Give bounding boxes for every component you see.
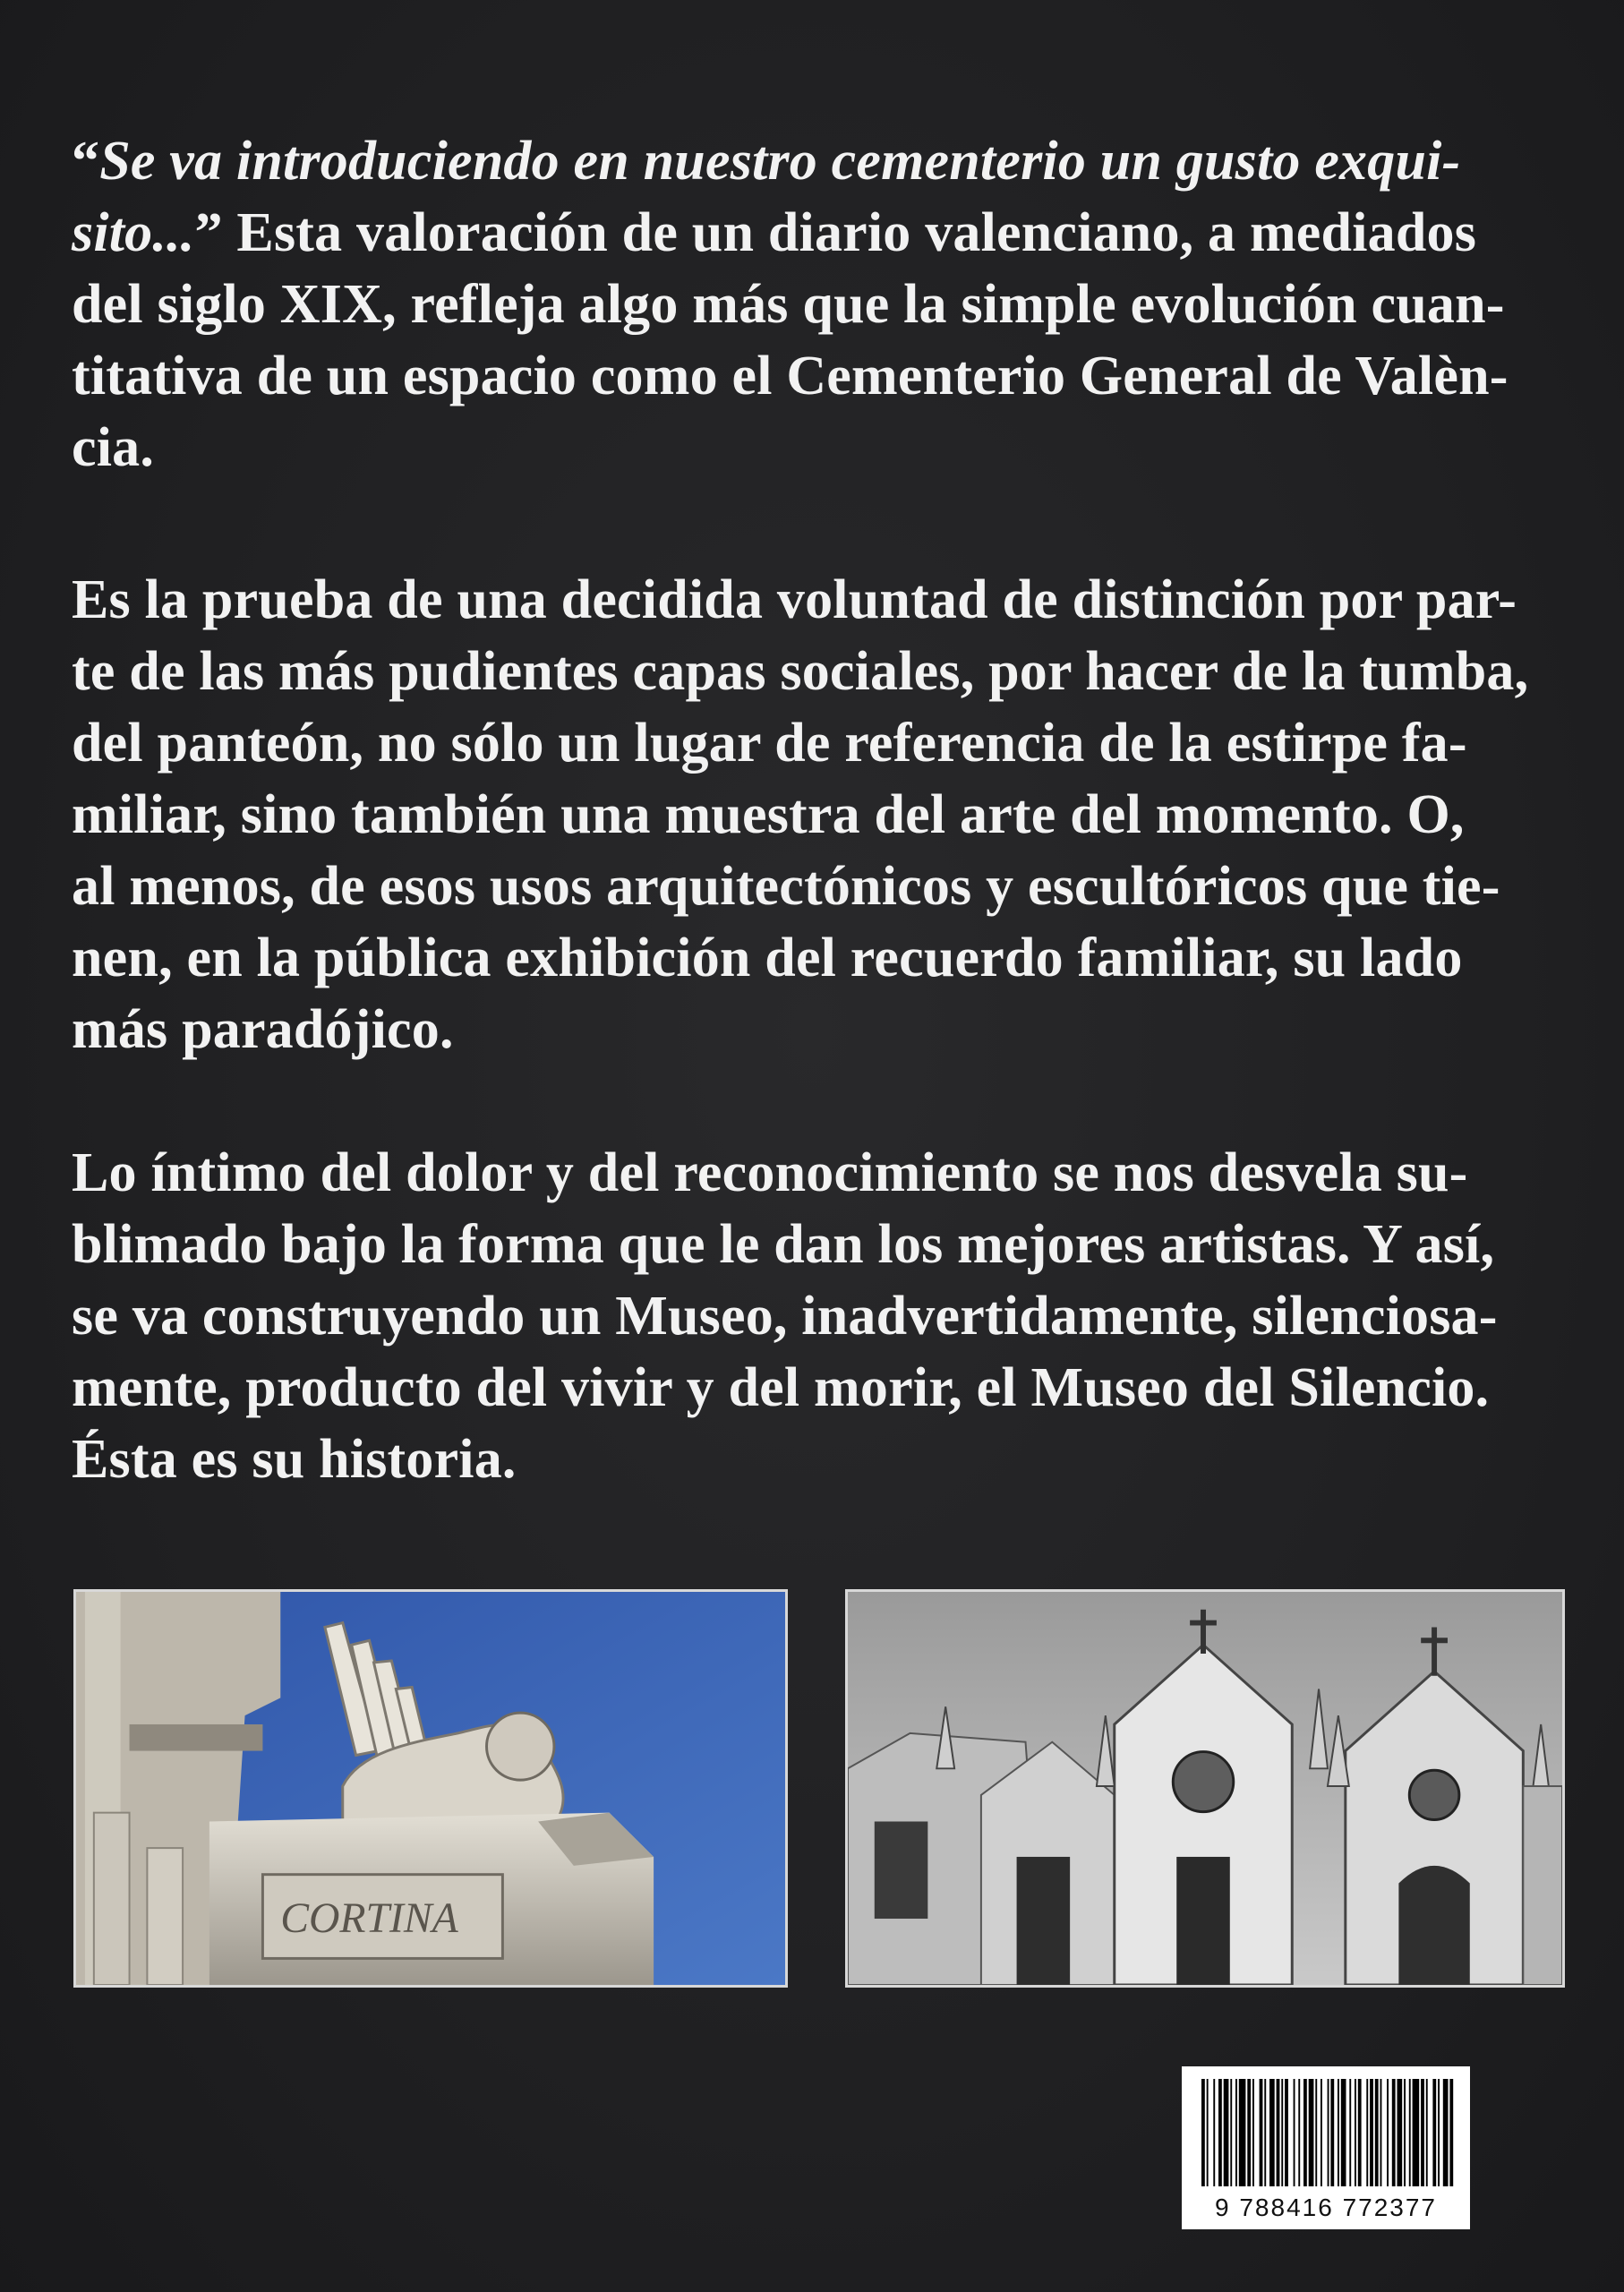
barcode-bar [1235,2079,1237,2186]
paragraph-1-line-4: titativa de un espacio como el Cementerio General de Valèn- [72,346,1509,406]
paragraph-1 [72,125,1565,483]
barcode-bar [1247,2079,1251,2186]
barcode-bar [1321,2079,1322,2186]
far-right-wall [1523,1786,1562,1985]
barcode-bar [1432,2079,1436,2186]
right-door [1398,1866,1469,1985]
barcode-bar [1207,2079,1209,2186]
barcode-bar [1338,2079,1339,2186]
paragraph-3-line-1: Lo íntimo del dolor y del reconocimiento se nos desvela su- [72,1142,1468,1203]
barcode-bar [1269,2079,1275,2186]
doorway-middle [1017,1857,1071,1985]
barcode-bar [1230,2079,1232,2186]
barcode-bar [1449,2079,1453,2186]
tomb-sculpture-photo [73,1589,788,1988]
paragraph-2-line-5: al menos, de esos usos arquitectónicos y escultóricos que tie- [72,856,1500,917]
italic-quote-line-1: Se va introduciendo en nuestro cementerio un gusto exqui- [99,131,1461,192]
barcode-bar [1380,2079,1382,2186]
central-door [1176,1857,1230,1985]
paragraph-3-line-5: Ésta es su historia. [72,1429,517,1490]
barcode-bar [1358,2079,1362,2186]
gothic-pantheons-photo [845,1589,1565,1988]
paragraph-2-line-1: Es la prueba de una decidida voluntad de distinción por par- [72,569,1517,630]
barcode-bar [1201,2079,1205,2186]
barcode-bar [1443,2079,1449,2186]
paragraph-3 [72,1137,1565,1495]
barcode-bar [1438,2079,1440,2186]
barcode-bar [1413,2079,1420,2186]
barcode-bar [1341,2079,1346,2186]
barcode-bar [1387,2079,1389,2186]
barcode-bar [1281,2079,1283,2186]
barcode-bars [1198,2079,1454,2186]
right-rose-window [1409,1770,1459,1819]
engraved-name: CORTINA [280,1894,458,1942]
barcode-bar [1264,2079,1266,2186]
barcode-bar [1218,2079,1222,2186]
paragraph-2-line-3: del panteón, no sólo un lugar de referencia de la estirpe fa- [72,713,1467,774]
cornice [130,1724,263,1751]
paragraph-1-line-3: del siglo XIX, refleja algo más que la simple evolución cuan- [72,274,1505,335]
barcode-bar [1392,2079,1396,2186]
paragraph-1-line-2-rest: ” Esta valoración de un diario valenciano, a mediados [194,202,1477,263]
paragraph-3-line-2: blimado bajo la forma que le dan los mejores artistas. Y así, [72,1214,1495,1275]
barcode-bar [1328,2079,1329,2186]
griffin-head [487,1713,554,1780]
paragraph-3-line-4: mente, producto del vivir y del morir, el Museo del Silencio. [72,1357,1490,1418]
barcode-bar [1213,2079,1215,2186]
opening-quote-mark: “ [72,131,100,192]
pantheons-illustration [848,1592,1562,1985]
paragraph-2 [72,564,1565,1065]
paragraph-2-line-2: te de las más pudientes capas sociales, por hacer de la tumba, [72,641,1529,702]
barcode-bar [1370,2079,1373,2186]
barcode-bar [1355,2079,1356,2186]
barcode-bar [1252,2079,1254,2186]
barcode-bar [1409,2079,1411,2186]
barcode-bar [1224,2079,1229,2186]
barcode-bar [1294,2079,1295,2186]
barcode-bar [1309,2079,1314,2186]
small-column-2 [94,1813,130,1985]
barcode-bar [1285,2079,1288,2186]
paragraph-1-line-5: cia. [72,417,155,478]
barcode-bar [1426,2079,1428,2186]
small-column [147,1848,183,1985]
italic-quote-line-2: sito... [72,202,195,263]
paragraph-1-line-1 [72,125,1565,197]
barcode-bar [1303,2079,1307,2186]
barcode-bar [1397,2079,1403,2186]
isbn-barcode [1182,2066,1470,2229]
paragraph-2-line-4: miliar, sino también una muestra del arte del momento. O, [72,784,1465,845]
barcode-bar [1260,2079,1263,2186]
paragraph-3-line-3: se va construyendo un Museo, inadvertidamente, silenciosa- [72,1286,1498,1347]
barcode-bar [1298,2079,1300,2186]
isbn-number: 9 788416 772377 [1215,2194,1437,2221]
paragraph-2-line-7: más paradójico. [72,999,454,1060]
paragraph-2-line-6: nen, en la pública exhibición del recuerdo familiar, su lado [72,928,1463,988]
barcode-bar [1277,2079,1280,2186]
barcode-bar [1349,2079,1351,2186]
barcode-bar [1421,2079,1424,2186]
tomb-sculpture-illustration [76,1592,785,1985]
paragraph-1-line-2 [72,197,1565,269]
barcode-bar [1366,2079,1368,2186]
rose-window [1173,1752,1233,1812]
barcode-bar [1315,2079,1317,2186]
barcode-bar [1404,2079,1406,2186]
barcode-bar [1375,2079,1379,2186]
doorway-left [875,1821,928,1919]
barcode-bar [1239,2079,1246,2186]
barcode-bar [1330,2079,1334,2186]
